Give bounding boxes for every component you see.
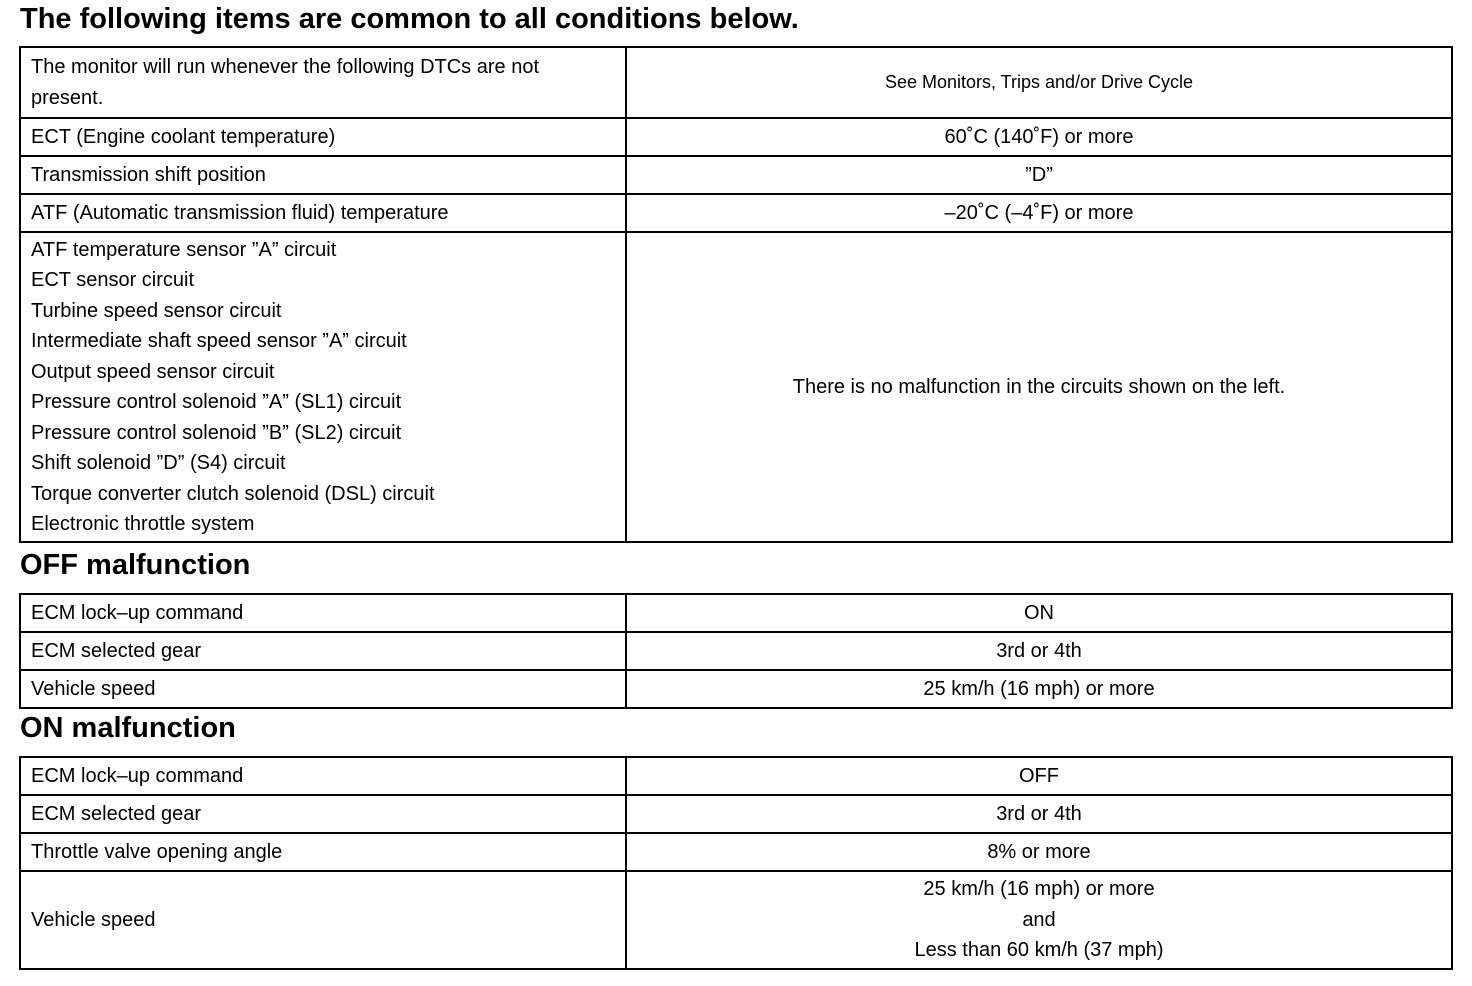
condition-label: Throttle valve opening angle [20,833,626,871]
circuit-item: Pressure control solenoid ”A” (SL1) circuit [31,391,402,413]
condition-label: ECM lock–up command [20,757,626,795]
circuit-item: Pressure control solenoid ”B” (SL2) circuit [31,421,402,444]
table-row [20,833,1452,871]
common-conditions-heading: The following items are common to all conditions below. [20,3,799,35]
value-line: 25 km/h (16 mph) or more [923,878,1155,901]
table-row [20,594,1452,632]
table-row [20,632,1452,670]
condition-value: OFF [626,757,1452,795]
circuit-item: Shift solenoid ”D” (S4) circuit [31,452,286,474]
table-row [20,757,1452,795]
condition-value: There is no malfunction in the circuits shown on the left. [626,232,1452,542]
condition-value: 3rd or 4th [626,632,1452,670]
dtc-circuit-list [20,232,626,542]
value-line: and [1022,908,1056,931]
condition-label: The monitor will run whenever the following DTCs are not present. [20,47,626,118]
circuit-item: Electronic throttle system [31,513,255,535]
on-malfunction-heading: ON malfunction [20,712,236,744]
table-row [20,670,1452,708]
table-row [20,871,1452,969]
condition-label: Vehicle speed [20,670,626,708]
table-row [20,156,1452,194]
condition-value: 3rd or 4th [626,795,1452,833]
condition-value: ”D” [626,156,1452,194]
table-row [20,232,1452,542]
condition-value: 25 km/h (16 mph) or more [626,670,1452,708]
condition-value: –20˚C (–4˚F) or more [626,194,1452,232]
condition-label: ECM selected gear [20,795,626,833]
circuit-item: Turbine speed sensor circuit [31,299,282,322]
common-conditions-table [19,46,1453,543]
condition-value: 60˚C (140˚F) or more [626,118,1452,156]
condition-label: ATF (Automatic transmission fluid) temperature [20,194,626,232]
condition-value [626,871,1452,969]
table-row [20,795,1452,833]
off-malfunction-heading: OFF malfunction [20,549,251,581]
circuit-item: ECT sensor circuit [31,269,195,291]
condition-label: ECM lock–up command [20,594,626,632]
condition-value: See Monitors, Trips and/or Drive Cycle [626,47,1452,118]
table-row [20,118,1452,156]
circuit-item: Torque converter clutch solenoid (DSL) circuit [31,482,435,505]
condition-label: Transmission shift position [20,156,626,194]
condition-label: Vehicle speed [20,871,626,969]
condition-label: ECM selected gear [20,632,626,670]
off-malfunction-table [19,593,1453,709]
circuit-item: Output speed sensor circuit [31,360,275,383]
on-malfunction-table [19,756,1453,970]
condition-value: 8% or more [626,833,1452,871]
table-row [20,47,1452,118]
table-row [20,194,1452,232]
circuit-item: ATF temperature sensor ”A” circuit [31,238,337,261]
circuit-item: Intermediate shaft speed sensor ”A” circuit [31,330,407,352]
condition-value: ON [626,594,1452,632]
condition-label: ECT (Engine coolant temperature) [20,118,626,156]
value-line: Less than 60 km/h (37 mph) [914,939,1164,962]
